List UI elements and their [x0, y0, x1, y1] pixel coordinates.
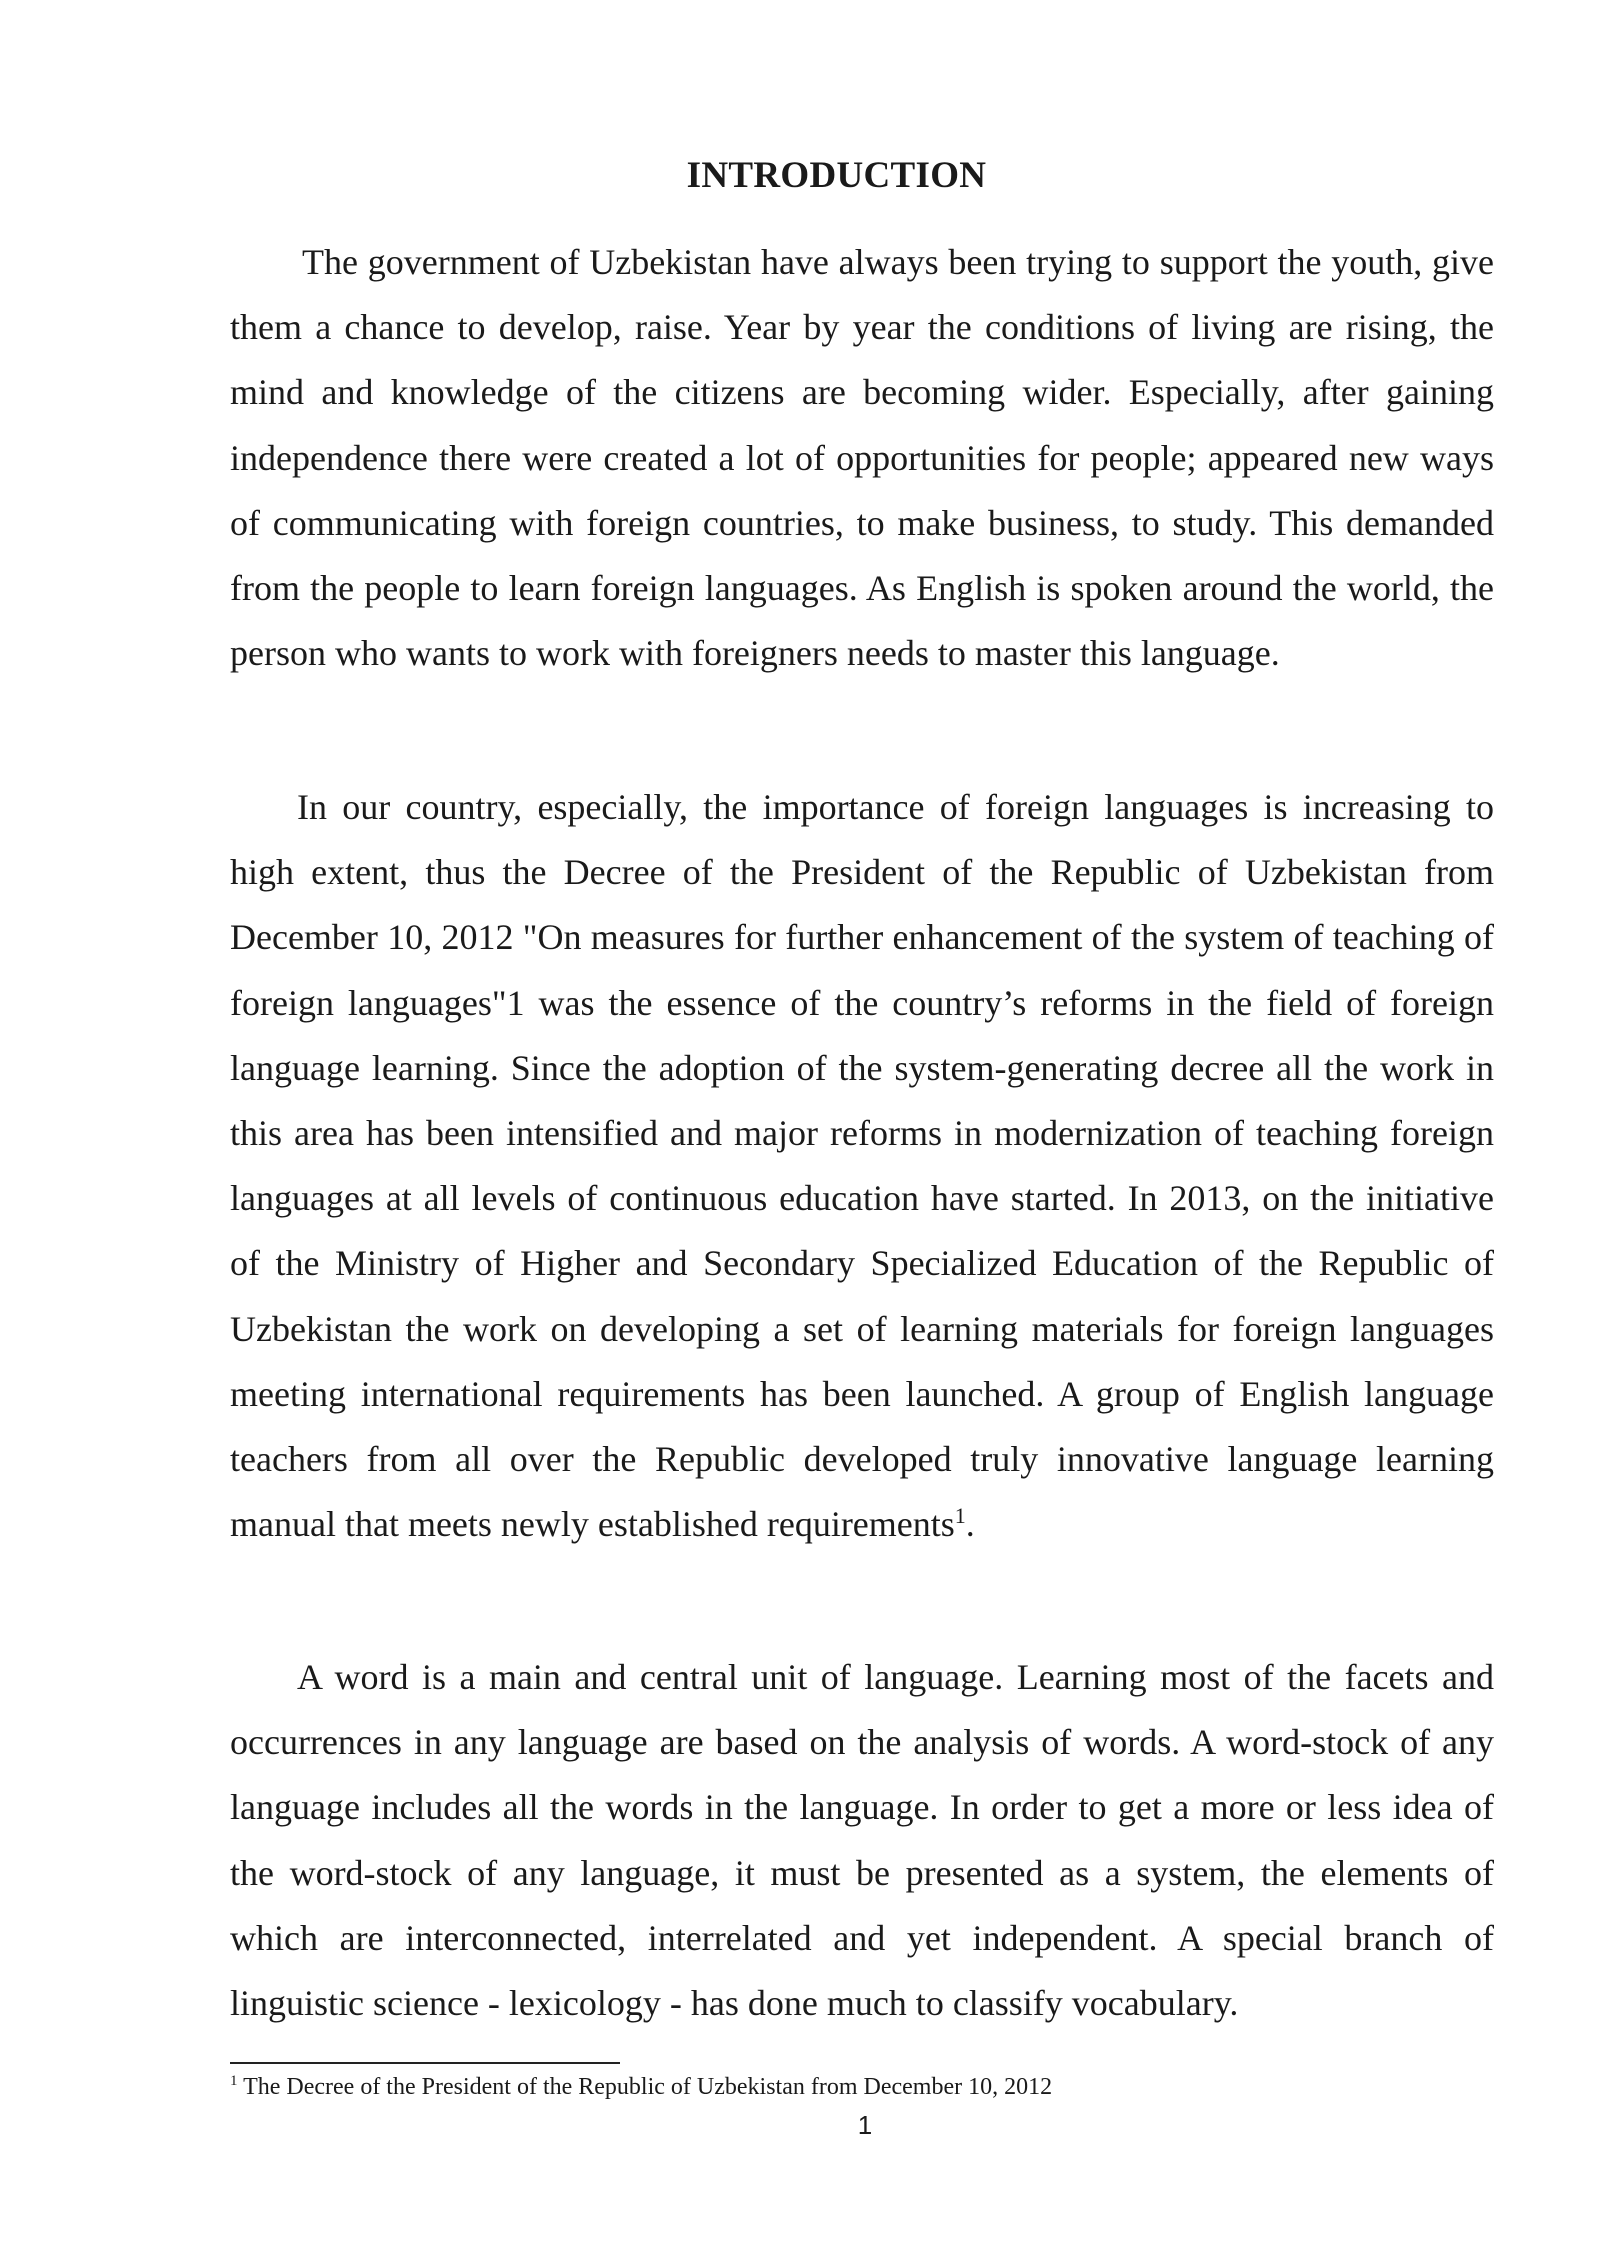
paragraph-2-block — [230, 775, 1494, 1557]
footnote-separator — [230, 2062, 620, 2064]
paragraph-1-text: The government of Uzbekistan have always been trying to support the youth, give them a chance to develop, raise. Year by year the conditions of living are rising, the mind and knowledge of the citizens are becoming wider. Especially, after gaining independence there were created a lot of opportunities for people; appeared new ways of communicating with foreign countries, to make business, to study. This demanded from the people to learn foreign languages. As English is spoken around the world, the person who wants to work with foreigners needs to master this language. — [230, 242, 1494, 674]
page-title: INTRODUCTION — [686, 155, 987, 196]
footnote-text: The Decree of the President of the Republic of Uzbekistan from December 10, 2012 — [237, 2074, 1053, 2100]
paragraph-2 — [230, 775, 1494, 1557]
footnote — [230, 2071, 1494, 2103]
page-number: 1 — [857, 2110, 873, 2140]
paragraph-1 — [230, 230, 1494, 686]
paragraph-3 — [230, 1645, 1494, 2036]
paragraph-2-end: . — [965, 1504, 975, 1545]
footnote-reference[interactable]: 1 — [954, 1503, 966, 1529]
paragraph-3-text: A word is a main and central unit of language. Learning most of the facets and occurrences in any language are based on the analysis of words. A word-stock of any language includes all the words in the language. In order to get a more or less idea of the word-stock of any language, it must be presented as a system, the elements of which are interconnected, interrelated and yet independent. A special branch of linguistic science - lexicology - has done much to classify vocabulary. — [230, 1657, 1494, 2024]
footnote-marker: 1 — [230, 2073, 238, 2089]
paragraph-2-text: In our country, especially, the importance of foreign languages is increasing to high extent, thus the Decree of the President of the Republic of Uzbekistan from December 10, 2012 "On measures for further enhancement of the system of teaching of foreign languages"1 was the essence of the country’s reforms in the field of foreign language learning. Since the adoption of the system-generating decree all the work in this area has been intensified and major reforms in modernization of teaching foreign languages at all levels of continuous education have started. In 2013, on the initiative of the Ministry of Higher and Secondary Specialized Education of the Republic of Uzbekistan the work on developing a set of learning materials for foreign languages meeting international requirements has been launched. A group of English language teachers from all over the Republic developed truly innovative language learning manual that meets newly established requirements — [230, 787, 1494, 1545]
